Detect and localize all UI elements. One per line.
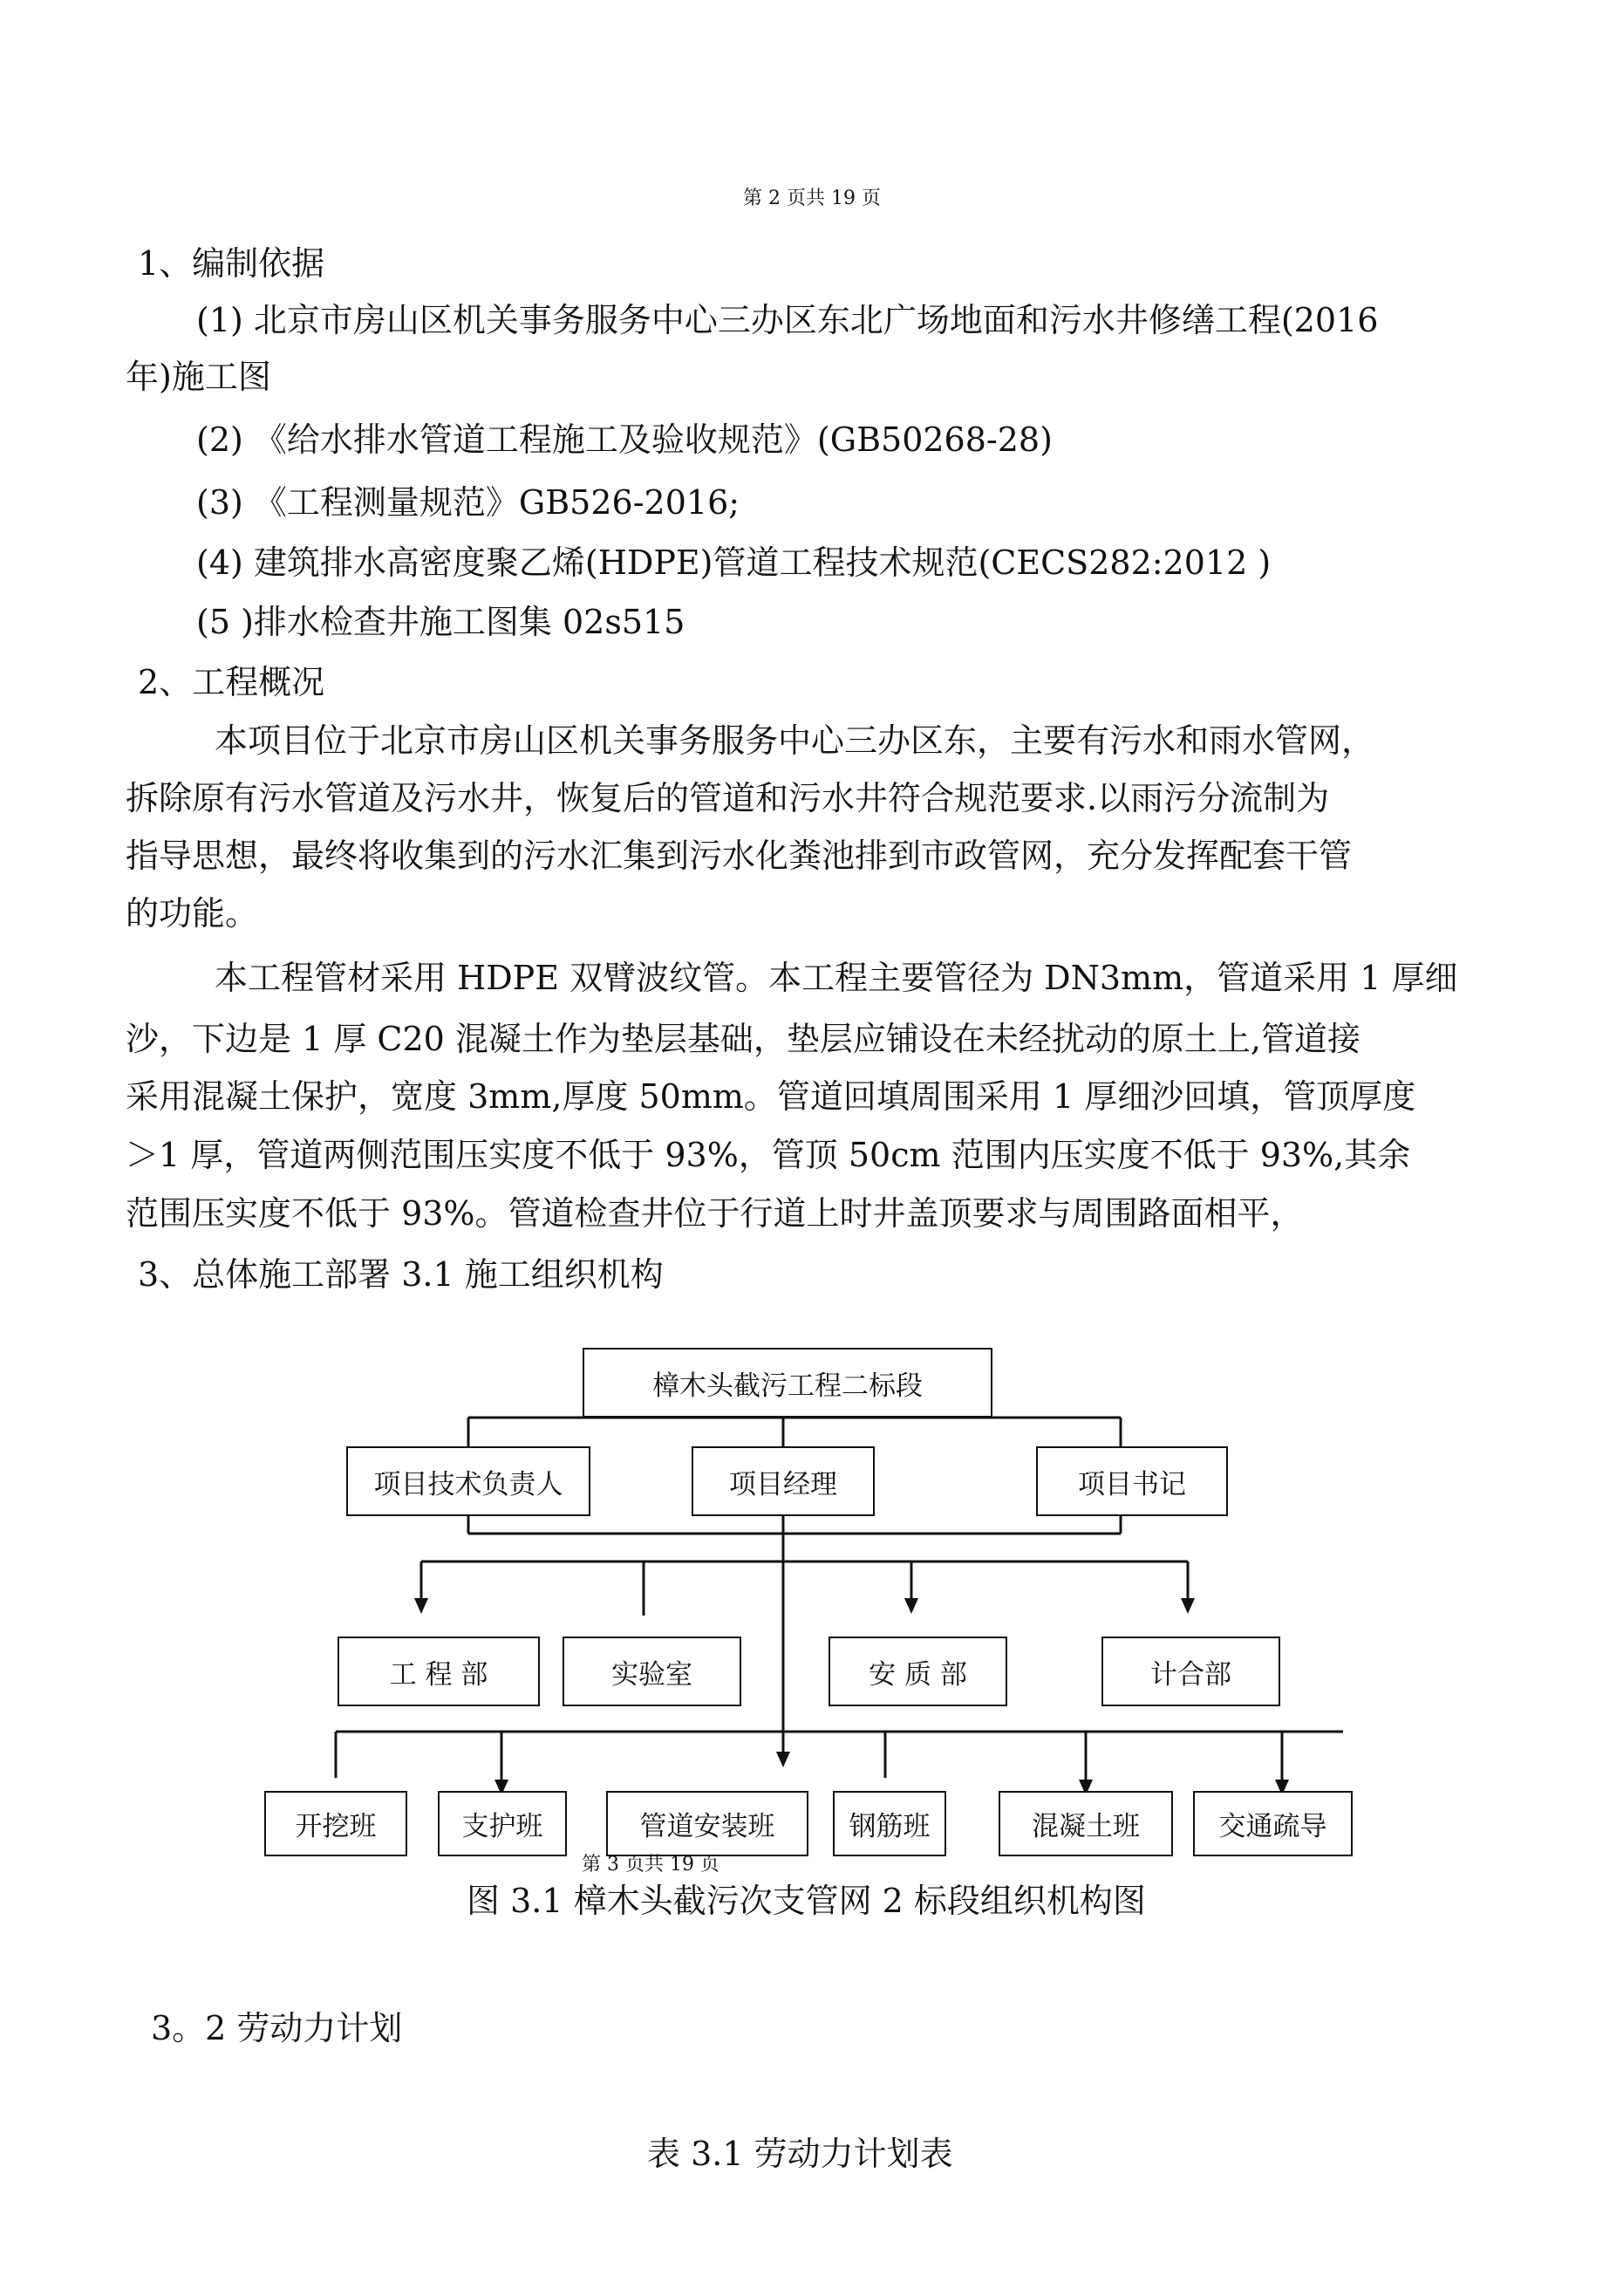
org-tech-lead-box: 项目技术负责人 (346, 1446, 590, 1516)
section-3-2-title: 3。2 劳动力计划 (151, 2009, 403, 2047)
page-header: 第 2 页共 19 页 (743, 188, 881, 209)
org-concrete-team-box: 混凝土班 (999, 1791, 1173, 1856)
overview-p1-line1: 本项目位于北京市房山区机关事务服务中心三办区东，主要有污水和雨水管网， (215, 721, 1375, 760)
table-caption: 表 3.1 劳动力计划表 (647, 2135, 953, 2173)
basis-item-4: (4) 建筑排水高密度聚乙烯(HDPE)管道工程技术规范(CECS282:2012 ) (196, 543, 1272, 582)
section-1-title: 1、编制依据 (138, 244, 325, 283)
section-3-title: 3、总体施工部署 3.1 施工组织机构 (138, 1255, 664, 1294)
org-support-team-box: 支护班 (438, 1791, 567, 1856)
overview-p2-line5: 范围压实度不低于 93%。管道检查井位于行道上时井盖顶要求与周围路面相平， (126, 1194, 1304, 1233)
section-2-title: 2、工程概况 (138, 663, 325, 701)
org-rebar-team-box: 钢筋班 (833, 1791, 946, 1856)
org-pipe-install-team-box: 管道安装班 (606, 1791, 808, 1856)
overview-p2-line4: ＞1 厚，管道两侧范围压实度不低于 93%，管顶 50cm 范围内压实度不低于 93%,其余 (126, 1136, 1411, 1174)
overview-p2-line1: 本工程管材采用 HDPE 双臂波纹管。本工程主要管径为 DN3mm，管道采用 1 厚细 (215, 959, 1458, 997)
basis-item-2: (2) 《给水排水管道工程施工及验收规范》(GB50268-28) (196, 420, 1053, 459)
org-engineering-dept-box: 工 程 部 (338, 1637, 540, 1706)
org-traffic-team-box: 交通疏导 (1193, 1791, 1353, 1856)
org-excavation-team-box: 开挖班 (264, 1791, 407, 1856)
figure-caption: 图 3.1 樟木头截污次支管网 2 标段组织机构图 (467, 1882, 1146, 1920)
org-project-secretary-box: 项目书记 (1036, 1446, 1228, 1516)
page-footer-overlap: 第 3 页共 19 页 (582, 1854, 719, 1876)
overview-p1-line4: 的功能。 (126, 894, 259, 933)
org-project-manager-box: 项目经理 (692, 1446, 875, 1516)
org-lab-box: 实验室 (563, 1637, 741, 1706)
basis-item-1-cont: 年)施工图 (126, 358, 271, 396)
overview-p2-line3: 采用混凝土保护，宽度 3mm,厚度 50mm。管道回填周围采用 1 厚细沙回填，管顶厚度 (126, 1077, 1416, 1116)
org-contract-dept-box: 计合部 (1101, 1637, 1280, 1706)
overview-p1-line3: 指导思想，最终将收集到的污水汇集到污水化粪池排到市政管网，充分发挥配套干管 (126, 837, 1353, 875)
basis-item-3: (3) 《工程测量规范》GB526-2016; (196, 483, 740, 522)
basis-item-1: (1) 北京市房山区机关事务服务中心三办区东北广场地面和污水井修缮工程(2016 (196, 301, 1379, 339)
org-root-box: 樟木头截污工程二标段 (583, 1348, 992, 1418)
basis-item-5: (5 )排水检查井施工图集 02s515 (196, 603, 685, 641)
overview-p2-line2: 沙，下边是 1 厚 C20 混凝土作为垫层基础，垫层应铺设在未经扰动的原土上,管道接 (126, 1020, 1361, 1058)
org-quality-safety-dept-box: 安 质 部 (829, 1637, 1007, 1706)
overview-p1-line2: 拆除原有污水管道及污水井，恢复后的管道和污水井符合规范要求.以雨污分流制为 (126, 779, 1330, 817)
